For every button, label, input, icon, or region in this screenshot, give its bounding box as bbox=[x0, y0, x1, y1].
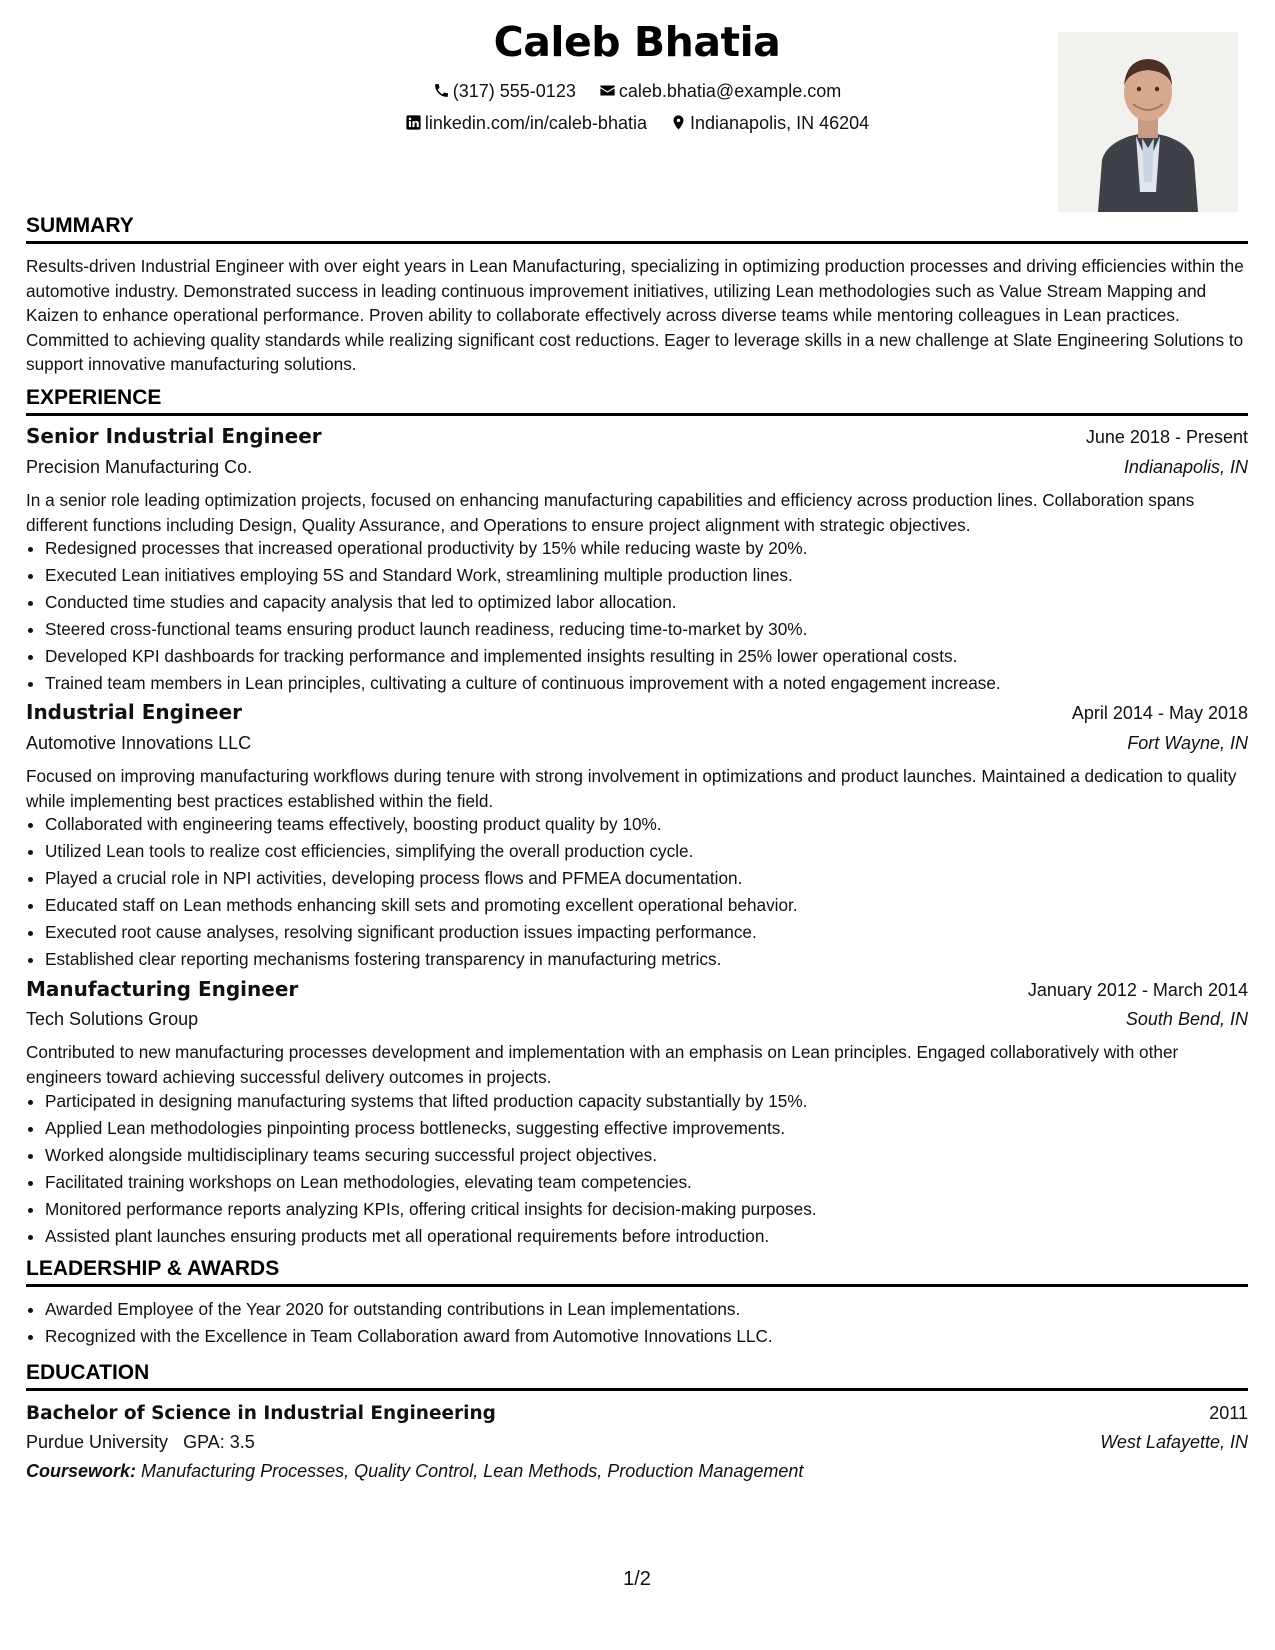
job-company: Tech Solutions Group bbox=[26, 1009, 199, 1029]
list-item: • Facilitated training workshops on Lean methodologies, elevating team competencies. bbox=[45, 1169, 1267, 1196]
list-item: • Conducted time studies and capacity analysis that led to optimized labor allocation. bbox=[45, 589, 1267, 616]
page-number: 1/2 bbox=[623, 1568, 651, 1590]
school-location: West Lafayette, IN bbox=[1100, 1432, 1248, 1452]
degree-title: Bachelor of Science in Industrial Engineering bbox=[26, 1403, 496, 1424]
list-item: • Developed KPI dashboards for tracking performance and implemented insights resulting in 25% lower operational costs. bbox=[45, 643, 1267, 670]
list-item: • Monitored performance reports analyzing KPIs, offering critical insights for decision-making purposes. bbox=[45, 1196, 1267, 1223]
job-bullets bbox=[26, 811, 1267, 973]
envelope-icon bbox=[599, 82, 616, 99]
job-location: South Bend, IN bbox=[1125, 1009, 1248, 1029]
coursework-line bbox=[26, 1461, 803, 1482]
list-item: • Applied Lean methodologies pinpointing process bottlenecks, suggesting effective improvements. bbox=[45, 1115, 1267, 1142]
list-item: • Assisted plant launches ensuring products met all operational requirements before introduction. bbox=[45, 1223, 1267, 1250]
awards-heading: LEADERSHIP & AWARDS bbox=[26, 1257, 1248, 1287]
job-company: Precision Manufacturing Co. bbox=[26, 457, 253, 477]
email-item bbox=[599, 81, 841, 102]
job-dates: January 2012 - March 2014 bbox=[1027, 980, 1248, 1000]
list-item: • Played a crucial role in NPI activities, developing process flows and PFMEA documentation. bbox=[45, 865, 1267, 892]
job-location: Fort Wayne, IN bbox=[1127, 733, 1248, 753]
list-item: • Established clear reporting mechanisms fostering transparency in manufacturing metrics. bbox=[45, 946, 1267, 973]
linkedin-icon bbox=[405, 114, 422, 131]
list-item: • Educated staff on Lean methods enhancing skill sets and promoting excellent operational behavior. bbox=[45, 892, 1267, 919]
job-company: Automotive Innovations LLC bbox=[26, 733, 252, 753]
list-item: • Executed Lean initiatives employing 5S and Standard Work, streamlining multiple production lines. bbox=[45, 562, 1267, 589]
location-text: Indianapolis, IN 46204 bbox=[690, 112, 870, 133]
list-item: • Recognized with the Excellence in Team Collaboration award from Automotive Innovations LLC. bbox=[45, 1323, 1267, 1350]
location-item bbox=[670, 113, 869, 134]
list-item: • Awarded Employee of the Year 2020 for outstanding contributions in Lean implementations. bbox=[45, 1296, 1267, 1323]
job-title: Manufacturing Engineer bbox=[26, 977, 299, 1001]
job-title: Senior Industrial Engineer bbox=[26, 424, 322, 448]
list-item: • Executed root cause analyses, resolving significant production issues impacting performance. bbox=[45, 919, 1267, 946]
linkedin-item bbox=[405, 113, 647, 134]
phone-item bbox=[433, 81, 576, 102]
list-item: • Steered cross-functional teams ensuring product launch readiness, reducing time-to-market by 30%. bbox=[45, 616, 1267, 643]
job-location: Indianapolis, IN bbox=[1123, 457, 1248, 477]
profile-photo bbox=[1058, 32, 1238, 212]
linkedin-text: linkedin.com/in/caleb-bhatia bbox=[424, 112, 647, 133]
job-dates: June 2018 - Present bbox=[1085, 427, 1248, 447]
gpa: GPA: 3.5 bbox=[183, 1432, 255, 1452]
coursework-list: Manufacturing Processes, Quality Control, Lean Methods, Production Management bbox=[141, 1461, 804, 1481]
phone-text: (317) 555-0123 bbox=[452, 80, 576, 101]
list-item: • Redesigned processes that increased operational productivity by 15% while reducing waste by 20%. bbox=[45, 535, 1267, 562]
awards-list bbox=[26, 1296, 1267, 1350]
list-item: • Worked alongside multidisciplinary teams securing successful project objectives. bbox=[45, 1142, 1267, 1169]
phone-icon bbox=[433, 82, 450, 99]
coursework-label: Coursework: bbox=[26, 1461, 137, 1481]
school-line bbox=[26, 1432, 255, 1453]
job-description: Focused on improving manufacturing workflows during tenure with strong involvement in optimizations and product launches. Maintained a dedication to quality while implementing best practices established within the field. bbox=[26, 766, 1237, 811]
graduation-year: 2011 bbox=[1209, 1403, 1248, 1423]
job-title: Industrial Engineer bbox=[26, 700, 243, 724]
candidate-name: Caleb Bhatia bbox=[493, 18, 781, 66]
resume-page bbox=[26, 0, 1248, 1650]
job-description: In a senior role leading optimization projects, focused on enhancing manufacturing capabilities and efficiency across production lines. Collaboration spans different functions including Design, Quality Assurance, and Operations to ensure project alignment with strategic objectives. bbox=[26, 490, 1195, 535]
experience-heading: EXPERIENCE bbox=[26, 386, 1248, 416]
job-bullets bbox=[26, 1088, 1267, 1250]
list-item: • Participated in designing manufacturing systems that lifted production capacity substantially by 15%. bbox=[45, 1088, 1267, 1115]
list-item: • Trained team members in Lean principles, cultivating a culture of continuous improvement with a noted engagement increase. bbox=[45, 670, 1267, 697]
summary-text: Results-driven Industrial Engineer with over eight years in Lean Manufacturing, specializing in optimizing production processes and driving efficiencies within the automotive industry. Demonstrated success in leading continuous improvement initiatives, utilizing Lean methodologies such as Value Stream Mapping and Kaizen to enhance operational performance. Proven ability to collaborate effectively across diverse teams while mentoring colleagues in Lean practices. Committed to achieving quality standards while realizing significant cost reductions. Eager to leverage skills in a new challenge at Slate Engineering Solutions to support innovative manufacturing solutions. bbox=[26, 256, 1244, 374]
map-pin-icon bbox=[670, 114, 687, 131]
school-name: Purdue University bbox=[26, 1432, 169, 1452]
job-description: Contributed to new manufacturing processes development and implementation with an emphasis on Lean principles. Engaged collaboratively with other engineers toward achieving successful delivery outcomes in projects. bbox=[26, 1042, 1179, 1087]
summary-heading: SUMMARY bbox=[26, 214, 1248, 244]
email-text: caleb.bhatia@example.com bbox=[618, 80, 842, 101]
list-item: • Utilized Lean tools to realize cost efficiencies, simplifying the overall production cycle. bbox=[45, 838, 1267, 865]
education-heading: EDUCATION bbox=[26, 1361, 1248, 1391]
list-item: • Collaborated with engineering teams effectively, boosting product quality by 10%. bbox=[45, 811, 1267, 838]
job-bullets bbox=[26, 535, 1267, 697]
job-dates: April 2014 - May 2018 bbox=[1071, 703, 1248, 723]
